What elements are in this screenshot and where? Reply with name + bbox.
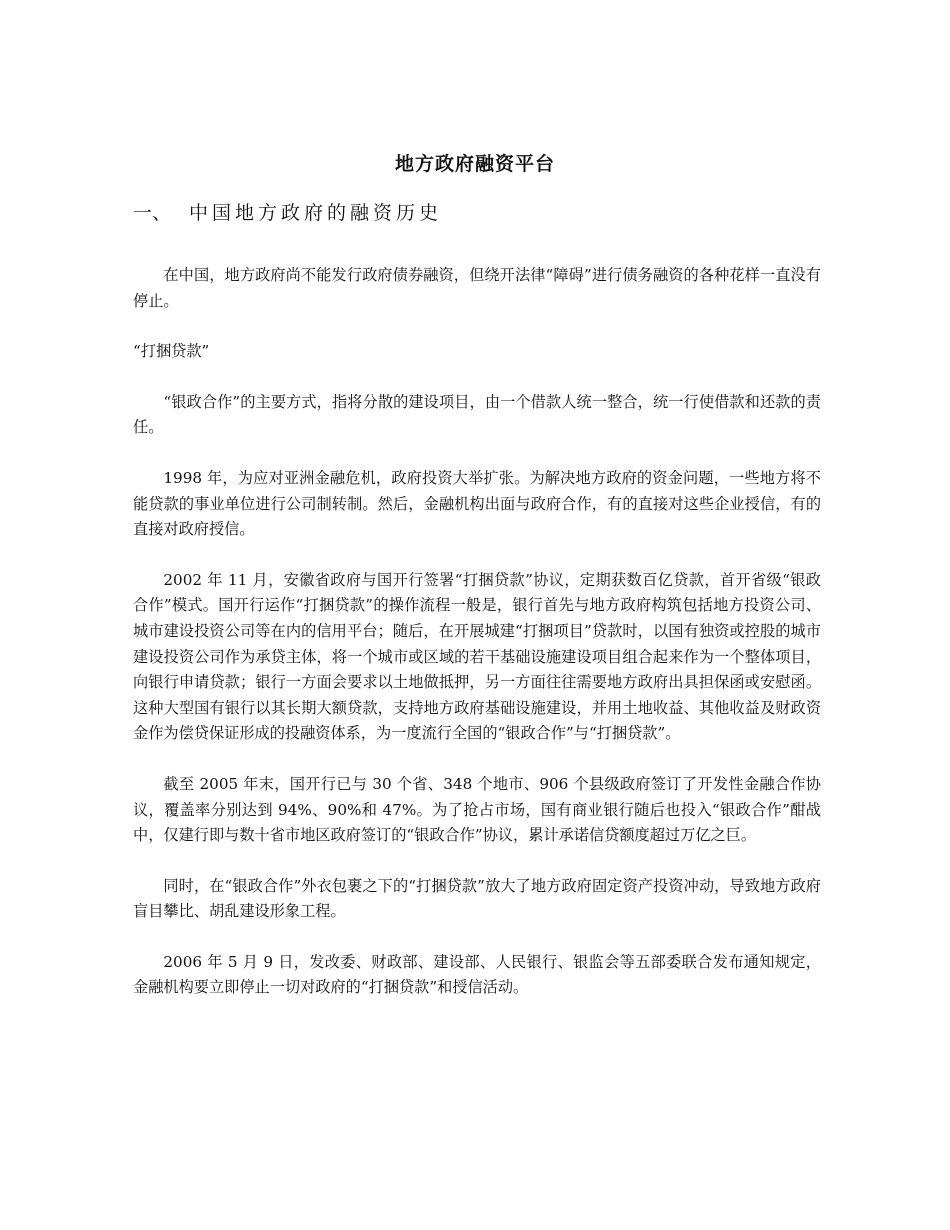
paragraph: 2006 年 5 月 9 日，发改委、财政部、建设部、人民银行、银监会等五部委联合发布通知规定，金融机构要立即停止一切对政府的“打捆贷款”和授信活动。 xyxy=(133,952,821,997)
section-title: 中国地方政府的融资历史 xyxy=(189,202,443,224)
document-title: 地方政府融资平台 xyxy=(394,153,555,175)
subheading-paragraph: “打捆贷款” xyxy=(133,342,210,361)
paragraph: 截至 2005 年末，国开行已与 30 个省、348 个地市、906 个县级政府签订了开发性金融合作协议，覆盖率分别达到 94%、90%和 47%。为了抢占市场，国有商业银行随后也投入“银政合作”酣战中，仅建行即与数十省市地区政府签订的“银政合作”协议，累计承诺信贷额度超过万亿之巨。 xyxy=(133,774,821,845)
document-body xyxy=(133,263,821,1026)
paragraph: 同时，在“银政合作”外衣包裹之下的“打捆贷款”放大了地方政府固定资产投资冲动，导致地方政府盲目攀比、胡乱建设形象工程。 xyxy=(133,876,821,921)
section-heading xyxy=(133,200,442,226)
paragraph: “银政合作”的主要方式，指将分散的建设项目，由一个借款人统一整合，统一行使借款和还款的责任。 xyxy=(133,392,821,437)
paragraph: 在中国，地方政府尚不能发行政府债券融资，但绕开法律“障碍”进行债务融资的各种花样一直没有停止。 xyxy=(133,266,821,310)
paragraph: 2002 年 11 月，安徽省政府与国开行签署“打捆贷款”协议，定期获数百亿贷款，首开省级“银政合作”模式。国开行运作“打捆贷款”的操作流程一般是，银行首先与地方政府构筑包括地方投资公司、城市建设投资公司等在内的信用平台；随后，在开展城建“打捆项目”贷款时，以国有独资或控股的城市建设投资公司作为承贷主体，将一个城市或区域的若干基础设施建设项目组合起来作为一个整体项目，向银行申请贷款；银行一方面会要求以土地做抵押，另一方面往往需要地方政府出具担保函或安慰函。这种大型国有银行以其长期大额贷款，支持地方政府基础设施建设，并用土地收益、其他收益及财政资金作为偿贷保证形成的投融资体系，为一度流行全国的“银政合作”与“打捆贷款”。 xyxy=(133,570,821,743)
paragraph: 1998 年，为应对亚洲金融危机，政府投资大举扩张。为解决地方政府的资金问题，一些地方将不能贷款的事业单位进行公司制转制。然后，金融机构出面与政府合作，有的直接对这些企业授信，有的直接对政府授信。 xyxy=(133,468,821,539)
section-number: 一、 xyxy=(133,202,172,224)
